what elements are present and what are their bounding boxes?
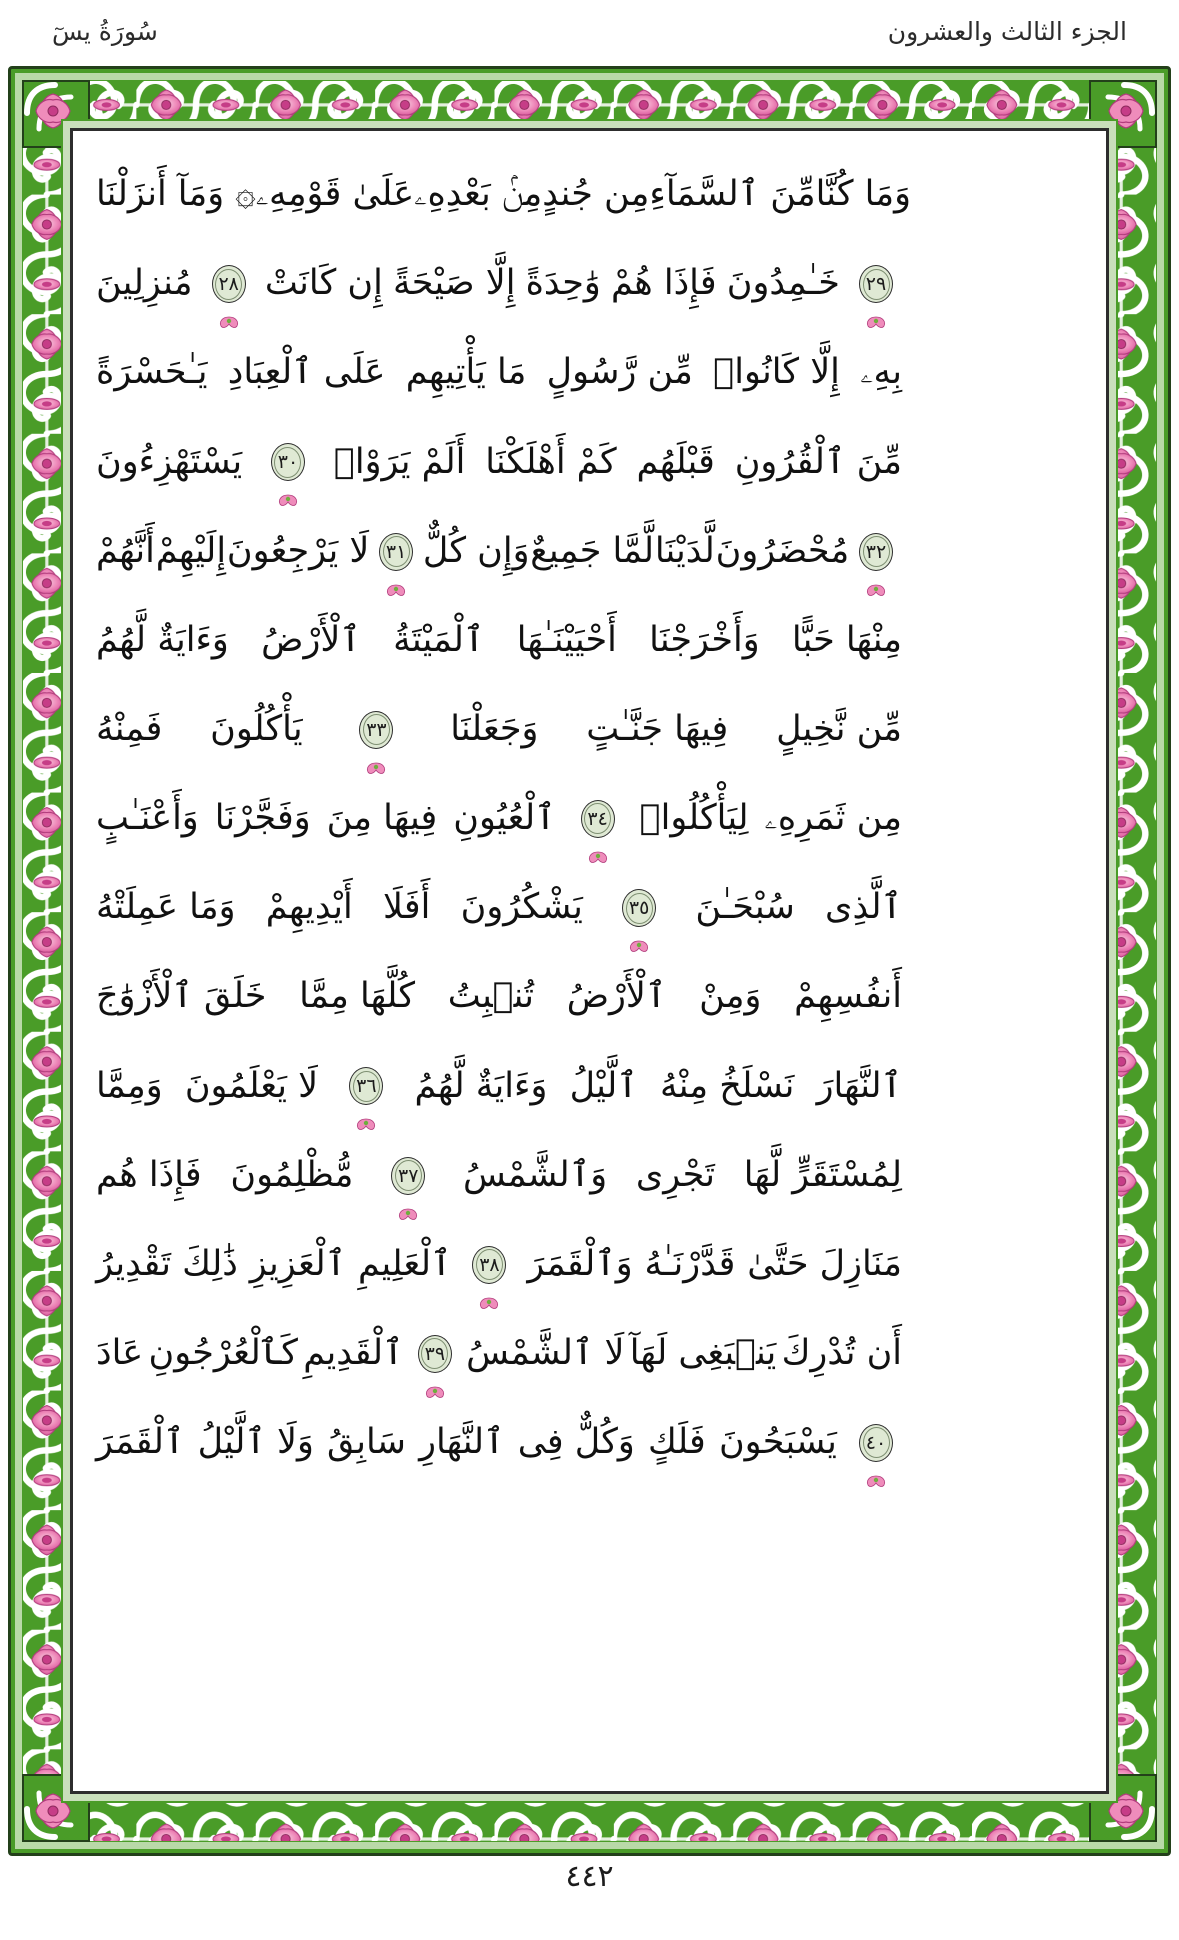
quran-word-group: أَنَّهُمْ xyxy=(96,530,155,571)
quran-line xyxy=(96,1224,902,1306)
quran-word-group: أَيْدِيهِمْ xyxy=(265,887,353,928)
quran-word-group: يَأْكُلُونَ xyxy=(210,708,303,749)
quran-word-group: كُلَّهَا مِمَّا xyxy=(299,976,415,1017)
quran-line xyxy=(96,689,902,771)
quran-word-group: مِن ثَمَرِهِۦ xyxy=(764,798,902,839)
quran-word-group: كَٱلْعُرْجُونِ xyxy=(148,1332,298,1373)
ayah-marker-icon: ٣٣ xyxy=(355,704,397,756)
quran-word-group: لَّدَيْنَا xyxy=(654,530,715,571)
quran-word-group: ٱلْعَزِيزِ xyxy=(249,1243,347,1284)
ayah-marker-icon: ٣٦ xyxy=(345,1060,387,1112)
quran-word-group: وَلَا ٱلَّيْلُ xyxy=(197,1422,314,1463)
quran-word-group: ٱلْمَيْتَةُ xyxy=(393,619,485,660)
quran-word-group: أَنفُسِهِمْ xyxy=(794,976,902,1017)
quran-word-group: وَجَعَلْنَا xyxy=(450,708,539,749)
quran-word-group: ذَٰلِكَ تَقْدِيرُ xyxy=(96,1243,238,1284)
quran-word-group: بِهِۦ xyxy=(860,352,902,393)
quran-word-group: إِلَيْهِمْ xyxy=(155,530,227,571)
quran-word-group: فَلَكٍ xyxy=(647,1422,706,1463)
ayah-marker-icon: ٣٤ xyxy=(577,793,619,845)
quran-word-group: تُنۢبِتُ xyxy=(447,976,534,1017)
quran-line xyxy=(96,867,902,949)
quran-word-group: وَءَايَةٌ لَّهُمُ xyxy=(96,619,229,660)
ayah-marker-icon: ٣٩ xyxy=(414,1328,456,1380)
quran-word-group: ٱلْعُيُونِ xyxy=(453,798,556,839)
quran-word-group: يَنۢبَغِى لَهَآ xyxy=(629,1332,777,1373)
quran-word-group: إِلَّا صَيْحَةً xyxy=(392,263,516,304)
quran-word-group: لَا يَعْلَمُونَ xyxy=(184,1065,319,1106)
quran-word-group: يَـٰحَسْرَةً xyxy=(96,352,208,393)
quran-line xyxy=(96,1135,902,1217)
quran-word-group: مُّظْلِمُونَ xyxy=(230,1154,354,1195)
quran-word-group: وَمَا عَمِلَتْهُ xyxy=(96,887,236,928)
quran-line xyxy=(96,332,902,414)
quran-word-group: وَأَخْرَجْنَا xyxy=(649,619,760,660)
quran-word-group: وَءَايَةٌ لَّهُمُ xyxy=(414,1065,548,1106)
quran-word-group: يَسْتَهْزِءُونَ xyxy=(96,441,243,482)
quran-word-group: لَا يَرْجِعُونَ xyxy=(226,530,370,571)
quran-word-group: كَمْ أَهْلَكْنَا xyxy=(485,441,617,482)
quran-line xyxy=(96,1045,902,1127)
quran-word-group: ٱلَّيْلُ xyxy=(569,1065,638,1106)
quran-word-group: وَمِمَّا xyxy=(96,1065,163,1106)
quran-word-group: ٱلنَّهَارِ xyxy=(419,1422,505,1463)
quran-word-group: عَلَىٰ قَوْمِهِۦ xyxy=(255,174,415,215)
surah-label: سُورَةُ يسٓ xyxy=(52,16,158,46)
quran-word-group: وَٱلشَّمْسُ xyxy=(462,1154,608,1195)
quran-word-group: مُحْضَرُونَ xyxy=(715,530,850,571)
quran-word-group: فِيهَا جَنَّـٰتٍ xyxy=(586,708,729,749)
quran-line xyxy=(96,511,902,593)
ayah-marker-icon: ٢٩ xyxy=(855,258,897,310)
quran-word-group: لَا ٱلشَّمْسُ xyxy=(466,1332,625,1373)
quran-word-group: مِّنَ ٱلْقُرُونِ xyxy=(734,441,902,482)
quran-word-group: عَادَ xyxy=(96,1332,144,1373)
quran-line xyxy=(96,154,911,236)
quran-line xyxy=(96,1313,902,1395)
quran-line xyxy=(96,956,902,1038)
quran-word-group: عَلَى ٱلْعِبَادِ xyxy=(227,352,386,393)
quran-word-group: ٱلْقَمَرَ xyxy=(96,1422,185,1463)
quran-word-group: مِّنَ ٱلسَّمَآءِ xyxy=(649,174,816,215)
quran-word-group: ٱلْعَلِيمِ xyxy=(358,1243,452,1284)
quran-word-group: لِمُسْتَقَرٍّ لَّهَا xyxy=(743,1154,902,1195)
quran-word-group: ٱلْأَرْضُ xyxy=(566,976,667,1017)
quran-word-group: مِن جُندٍ xyxy=(542,174,650,215)
quran-line xyxy=(96,243,902,325)
page-header xyxy=(0,0,1179,62)
quran-word-group: يَشْكُرُونَ xyxy=(460,887,583,928)
quran-word-group: أَلَمْ يَرَوْا۟ xyxy=(333,441,466,482)
quran-word-group: مِنۢ بَعْدِهِۦ xyxy=(414,174,543,215)
quran-word-group: وَٰحِدَةً xyxy=(525,263,601,304)
quran-word-group: فِيهَا مِنَ xyxy=(326,798,438,839)
quran-word-group: أَن تُدْرِكَ xyxy=(781,1332,902,1373)
quran-word-group: وَكُلٌّ فِى xyxy=(517,1422,635,1463)
quran-line xyxy=(96,778,902,860)
quran-word-group: وَفَجَّرْنَا xyxy=(214,798,311,839)
quran-word-group: فَمِنْهُ xyxy=(96,708,163,749)
quran-word-group: فَإِذَا هُم xyxy=(96,1154,202,1195)
ayah-marker-icon: ٣٧ xyxy=(387,1150,429,1202)
quran-word-group: مَا يَأْتِيهِم xyxy=(405,352,527,393)
quran-word-group: وَٱلْقَمَرَ xyxy=(527,1243,633,1284)
quran-word-group: وَأَعْنَـٰبٍ xyxy=(96,798,199,839)
quran-word-group: إِلَّا كَانُوا۟ xyxy=(713,352,840,393)
quran-word-group: نَسْلَخُ مِنْهُ xyxy=(660,1065,795,1106)
quran-word-group: ۞ وَمَآ أَنزَلْنَا xyxy=(96,174,256,215)
quran-word-group: مَنَازِلَ حَتَّىٰ xyxy=(747,1243,902,1284)
juz-label: الجزء الثالث والعشرون xyxy=(887,16,1127,46)
page-number: ٤٤٢ xyxy=(565,1859,614,1894)
quran-word-group: قَدَّرْنَـٰهُ xyxy=(644,1243,736,1284)
ayah-marker-icon: ٣٥ xyxy=(618,882,660,934)
quran-word-group: سُبْحَـٰنَ xyxy=(695,887,795,928)
quran-line xyxy=(96,600,902,682)
quran-line xyxy=(96,421,902,503)
ayah-marker-icon: ٤٠ xyxy=(855,1417,897,1469)
quran-word-group: يَسْبَحُونَ xyxy=(718,1422,837,1463)
quran-word-group: ٱلْقَدِيمِ xyxy=(303,1332,404,1373)
quran-word-group: ٱلَّذِى xyxy=(825,887,902,928)
quran-word-group: مِنْهَا حَبًّا xyxy=(791,619,902,660)
quran-word-group: ٱلنَّهَارَ xyxy=(816,1065,902,1106)
ayah-marker-icon: ٣٢ xyxy=(855,526,897,578)
quran-word-group: وَمَا كُنَّا xyxy=(815,174,911,215)
quran-word-group: ٱلْأَرْضُ xyxy=(261,619,361,660)
quran-text-block xyxy=(96,154,911,1484)
ayah-marker-icon: ٣٨ xyxy=(468,1239,510,1291)
ayah-marker-icon: ٣٠ xyxy=(267,436,309,488)
quran-word-group: خَـٰمِدُونَ xyxy=(726,263,840,304)
quran-word-group: مُنزِلِينَ xyxy=(96,263,193,304)
quran-word-group: أَحْيَيْنَـٰهَا xyxy=(516,619,617,660)
quran-word-group: فَإِذَا هُمْ xyxy=(610,263,717,304)
quran-word-group: مِّن نَّخِيلٍ xyxy=(776,708,902,749)
quran-word-group: قَبْلَهُم xyxy=(636,441,715,482)
quran-line xyxy=(96,1402,902,1484)
quran-word-group: سَابِقُ xyxy=(327,1422,406,1463)
ayah-marker-icon: ٢٨ xyxy=(208,258,250,310)
quran-word-group: مِّن رَّسُولٍ xyxy=(546,352,693,393)
quran-word-group: خَلَقَ ٱلْأَزْوَٰجَ xyxy=(96,976,267,1017)
quran-word-group: وَمِنْ xyxy=(699,976,762,1017)
ayah-marker-icon: ٣١ xyxy=(375,526,417,578)
quran-word-group: لَّمَّا جَمِيعٌ xyxy=(530,530,655,571)
quran-word-group: تَجْرِى xyxy=(635,1154,715,1195)
quran-word-group: إِن كَانَتْ xyxy=(264,263,383,304)
quran-word-group: لِيَأْكُلُوا۟ xyxy=(639,798,749,839)
quran-word-group: أَفَلَا xyxy=(383,887,431,928)
quran-word-group: وَإِن كُلٌّ xyxy=(422,530,530,571)
